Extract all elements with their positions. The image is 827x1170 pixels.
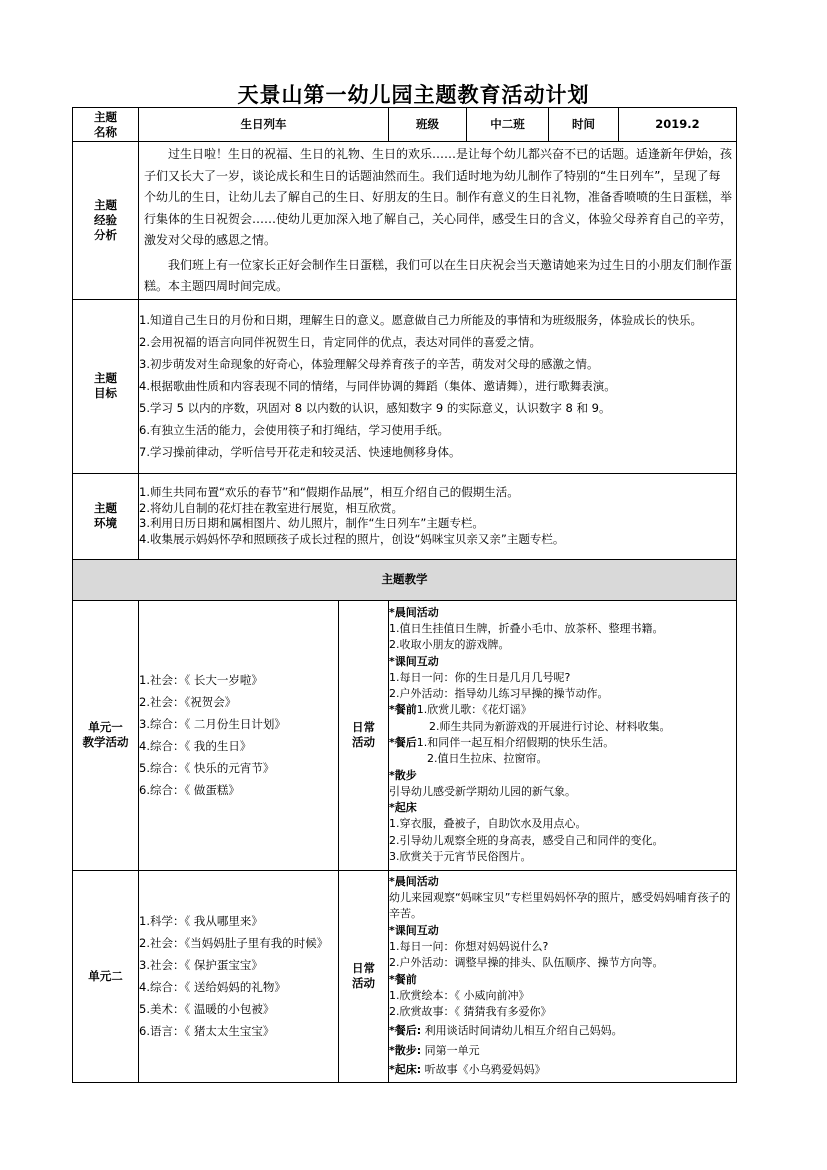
section-heading: *晨间活动	[389, 605, 439, 619]
section-heading: *餐前	[389, 972, 417, 986]
activity-item: 5.美术：《 温暖的小包被》	[139, 1002, 275, 1016]
time-label: 时间	[549, 108, 619, 142]
daily-item: 1.欣赏绘本：《 小威向前冲》	[389, 988, 530, 1002]
activity-item: 5.综合：《 快乐的元宵节》	[139, 761, 275, 775]
daily-item: 幼儿来园观察“妈咪宝贝”专栏里妈妈怀孕的照片，感受妈妈哺育孩子的辛苦。	[389, 891, 731, 921]
activity-item: 3.社会：《 保护蛋宝宝》	[139, 958, 263, 972]
unit1-row	[73, 600, 737, 870]
daily-item: 2.师生共同为新游戏的开展进行讨论、材料收集。	[429, 719, 671, 733]
section-heading: *起床	[389, 801, 417, 815]
goal-item: 1.知道自己生日的月份和日期，理解生日的意义。愿意做自己力所能及的事情和为班级服务，体验成长的快乐。	[139, 313, 702, 327]
plan-table	[72, 107, 737, 1083]
section-heading: *晨间活动	[389, 874, 439, 888]
environment-item: 2.将幼儿自制的花灯挂在教室进行展览，相互欣赏。	[139, 500, 403, 515]
daily-item: 1.值日生挂值日生牌，折叠小毛巾、放茶杯、整理书籍。	[389, 621, 664, 635]
goal-item: 7.学习操前律动，学听信号开花走和较灵活、快速地侧移身体。	[139, 445, 461, 459]
goal-item: 2.会用祝福的语言向同伴祝贺生日，肯定同伴的优点，表达对同伴的喜爱之情。	[139, 335, 541, 349]
daily-item: 1.每日一问：你想对妈妈说什么?	[389, 939, 549, 953]
daily-item: *起床: 听故事《小乌鸦爱妈妈》	[389, 1062, 546, 1076]
theme-name-label: 主题 名称	[73, 108, 139, 142]
section-heading: *餐后	[389, 736, 417, 749]
activity-item: 6.语言：《 猪太太生宝宝》	[139, 1024, 275, 1038]
daily-item: *散步: 同第一单元	[389, 1043, 480, 1057]
analysis-label: 主题 经验 分析	[73, 142, 139, 300]
environment-item: 1.师生共同布置“欢乐的春节”和“假期作品展”，相互介绍自己的假期生活。	[139, 485, 519, 499]
environment-row	[73, 473, 737, 559]
unit1-daily-content	[389, 600, 737, 870]
goal-item: 4.根据歌曲性质和内容表现不同的情绪，与同伴协调的舞蹈（集体、邀请舞），进行歌舞表演。	[139, 379, 616, 393]
header-row	[73, 108, 737, 142]
unit1-label: 单元一 教学活动	[73, 600, 139, 870]
activity-item: 4.综合：《 我的生日》	[139, 739, 252, 753]
activity-item: 2.社会：《当妈妈肚子里有我的时候》	[139, 936, 329, 950]
unit2-activities	[139, 870, 339, 1082]
activity-item: 1.科学：《 我从哪里来》	[139, 914, 263, 928]
unit2-row	[73, 870, 737, 1082]
activity-item: 3.综合：《 二月份生日计划》	[139, 717, 286, 731]
time-value: 2019.2	[619, 108, 737, 142]
goals-row	[73, 299, 737, 473]
analysis-row	[73, 142, 737, 300]
daily-item: *餐前1.欣赏儿歌：《花灯谣》	[389, 703, 532, 717]
theme-name-value: 生日列车	[139, 108, 389, 142]
unit2-daily-label: 日常 活动	[339, 870, 389, 1082]
goals-content	[139, 299, 737, 473]
activity-item: 2.社会：《祝贺会》	[139, 695, 237, 709]
daily-item: *餐后: 利用谈话时间请幼儿相互介绍自己妈妈。	[389, 1024, 623, 1038]
section-heading: *散步	[389, 768, 417, 782]
goal-item: 6.有独立生活的能力，会使用筷子和打绳结，学习使用手纸。	[139, 423, 449, 437]
teaching-band-row	[73, 559, 737, 600]
daily-item: 2.引导幼儿观察全班的身高表，感受自己和同伴的变化。	[389, 833, 664, 847]
environment-item: 4.收集展示妈妈怀孕和照顾孩子成长过程的照片，创设“妈咪宝贝亲又亲”主题专栏。	[139, 531, 565, 546]
daily-item: 2.欣赏故事：《 猜猜我有多爱你》	[389, 1005, 552, 1019]
section-heading: *餐后:	[389, 1024, 422, 1038]
goals-label: 主题 目标	[73, 299, 139, 473]
environment-content	[139, 473, 737, 559]
goal-item: 5.学习 5 以内的序数，巩固对 8 以内数的认识，感知数字 9 的实际意义，认识数字 8 和 9。	[139, 401, 611, 415]
daily-item: 2.户外活动：调整早操的排头、队伍顺序、操节方向等。	[389, 956, 664, 970]
class-label: 班级	[389, 108, 467, 142]
class-value: 中二班	[467, 108, 549, 142]
daily-item: 引导幼儿感受新学期幼儿园的新气象。	[389, 784, 576, 798]
unit2-label: 单元二	[73, 870, 139, 1082]
unit1-activities	[139, 600, 339, 870]
section-heading: *餐前	[389, 703, 417, 717]
daily-item: *餐后1.和同伴一起互相介绍假期的快乐生活。	[389, 736, 615, 749]
environment-label: 主题 环境	[73, 473, 139, 559]
daily-item: 1.穿衣服，叠被子，自助饮水及用点心。	[389, 817, 587, 831]
environment-item: 3.利用日历日期和属相图片、幼儿照片，制作“生日列车”主题专栏。	[139, 516, 484, 530]
activity-item: 1.社会：《 长大一岁啦》	[139, 673, 263, 687]
daily-item: 1.每日一问：你的生日是几月几号呢?	[389, 670, 571, 684]
goal-item: 3.初步萌发对生命现象的好奇心，体验理解父母养育孩子的辛苦，萌发对父母的感激之情。	[139, 357, 599, 371]
section-heading: *课间互动	[389, 654, 439, 668]
unit1-daily-label: 日常 活动	[339, 600, 389, 870]
daily-item: 2.收取小朋友的游戏牌。	[389, 638, 510, 652]
daily-item: 2.值日生拉床、拉窗帘。	[427, 752, 548, 766]
analysis-paragraph: 过生日啦！生日的祝福、生日的礼物、生日的欢乐……是让每个幼儿都兴奋不已的话题。适逢新年伊始，孩子们又长大了一岁，谈论成长和生日的话题油然而生。我们适时地为幼儿制作了特别的“生日列车”，呈现了每个幼儿的生日，让幼儿去了解自己的生日、好朋友的生日。制作有意义的生日礼物，准备香喷喷的生日蛋糕，举行集体的生日祝贺会……使幼儿更加深入地了解自己，关心同伴，感受生日的含义，体验父母养育自己的辛劳，激发对父母的感恩之情。	[144, 147, 733, 247]
daily-item: 2.户外活动：指导幼儿练习早操的操节动作。	[389, 687, 609, 701]
activity-item: 6.综合：《 做蛋糕》	[139, 783, 240, 797]
analysis-paragraph: 我们班上有一位家长正好会制作生日蛋糕，我们可以在生日庆祝会当天邀请她来为过生日的小朋友们制作蛋糕。本主题四周时间完成。	[144, 257, 733, 293]
analysis-content	[139, 142, 737, 300]
activity-item: 4.综合：《 送给妈妈的礼物》	[139, 980, 286, 994]
daily-item: 3.欣赏关于元宵节民俗图片。	[389, 850, 532, 864]
section-heading: *散步:	[389, 1043, 422, 1057]
teaching-band: 主题教学	[73, 559, 737, 600]
section-heading: *起床:	[389, 1062, 422, 1076]
unit2-daily-content	[389, 870, 737, 1082]
section-heading: *课间互动	[389, 923, 439, 937]
page-title: 天景山第一幼儿园主题教育活动计划	[237, 82, 590, 107]
